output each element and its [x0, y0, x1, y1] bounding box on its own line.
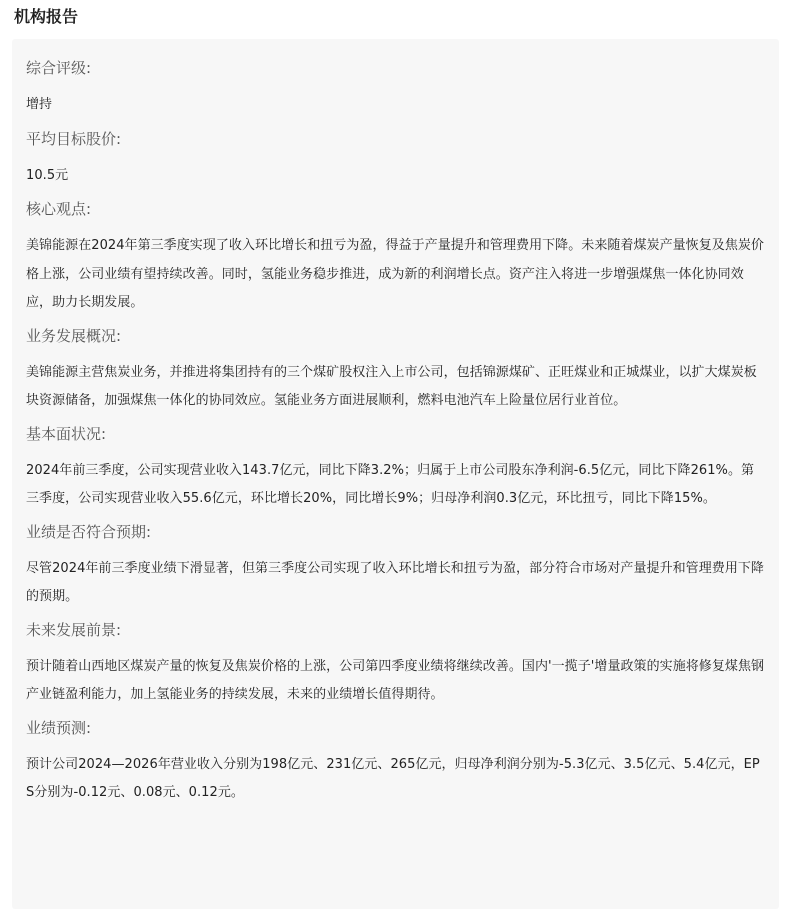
business-overview-text: 美锦能源主营焦炭业务，并推进将集团持有的三个煤矿股权注入上市公司，包括锦源煤矿、正旺煤业和正城煤业，以扩大煤炭板块资源储备，加强煤焦一体化的协同效应。氢能业务方面进展顺利，燃料电池汽车上险量位居行业首位。 [26, 364, 757, 408]
page-title: 机构报告 [14, 7, 79, 26]
business-overview-section [26, 324, 765, 416]
core-view-section [26, 197, 765, 318]
forecast-text: 预计公司2024—2026年营业收入分别为198亿元、231亿元、265亿元，归母净利润分别为-5.3亿元、3.5亿元、5.4亿元，EPS分别为-0.12元、0.08元、0.12元。 [26, 756, 760, 800]
target-price-label: 平均目标股价: [26, 129, 122, 148]
outlook-label: 未来发展前景: [26, 620, 122, 639]
forecast-label: 业绩预测: [26, 718, 92, 737]
fundamentals-section [26, 422, 765, 514]
expectation-section [26, 520, 765, 612]
target-price-section [26, 127, 765, 191]
target-price-value: 10.5元 [26, 167, 69, 183]
business-overview-label: 业务发展概况: [26, 326, 122, 345]
expectation-text: 尽管2024年前三季度业绩下滑显著，但第三季度公司实现了收入环比增长和扭亏为盈，部分符合市场对产量提升和管理费用下降的预期。 [26, 560, 764, 604]
core-view-text: 美锦能源在2024年第三季度实现了收入环比增长和扭亏为盈，得益于产量提升和管理费用下降。未来随着煤炭产量恢复及焦炭价格上涨，公司业绩有望持续改善。同时，氢能业务稳步推进，成为新的利润增长点。资产注入将进一步增强煤焦一体化协同效应，助力长期发展。 [26, 238, 764, 310]
fundamentals-label: 基本面状况: [26, 424, 107, 443]
outlook-text: 预计随着山西地区煤炭产量的恢复及焦炭价格的上涨，公司第四季度业绩将继续改善。国内'一揽子'增量政策的实施将修复煤焦钢产业链盈利能力，加上氢能业务的持续发展，未来的业绩增长值得期待。 [26, 658, 765, 702]
rating-value: 增持 [26, 97, 53, 112]
core-view-label: 核心观点: [26, 200, 92, 218]
rating-section [26, 56, 765, 120]
outlook-section [26, 618, 765, 710]
expectation-label: 业绩是否符合预期: [26, 522, 152, 541]
forecast-section [26, 716, 765, 808]
rating-label: 综合评级: [26, 59, 92, 77]
report-panel [12, 39, 779, 909]
fundamentals-text: 2024年前三季度，公司实现营业收入143.7亿元，同比下降3.2%；归属于上市公司股东净利润-6.5亿元，同比下降261%。第三季度，公司实现营业收入55.6亿元，环比增长20%，同比增长9%；归母净利润0.3亿元，环比扭亏，同比下降15%。 [26, 462, 755, 506]
